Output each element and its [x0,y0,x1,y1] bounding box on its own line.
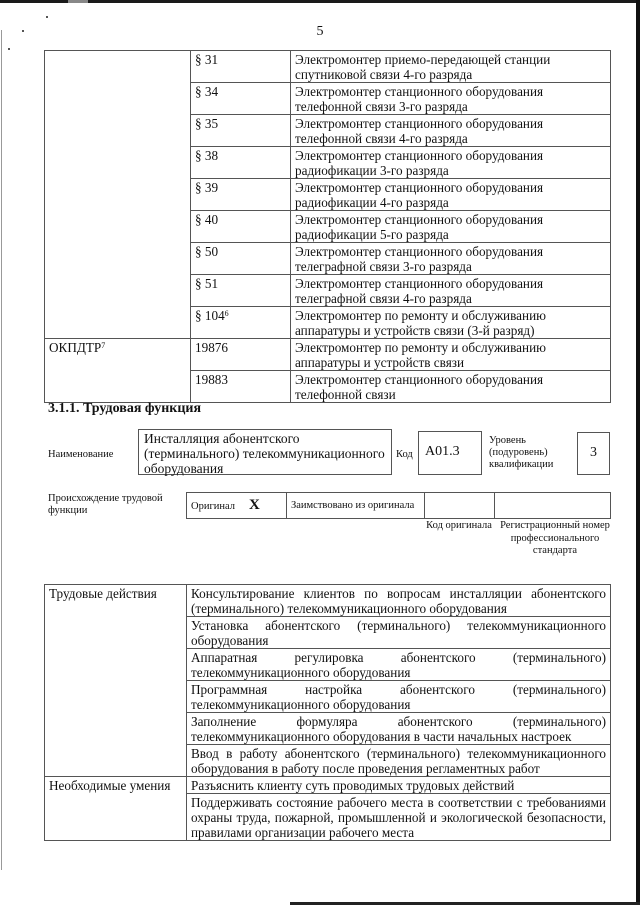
origin-original-cell [187,493,287,519]
qualification-level-field: 3 [577,432,610,475]
labor-action-item: Аппаратная регулировка абонентского (терминального) телекоммуникационного оборудования [187,649,611,681]
etks-paragraph-cell: § 38 [191,147,291,179]
scan-edge-right [636,0,640,905]
etks-paragraph-cell: § 34 [191,83,291,115]
name-label: Наименование [48,449,114,460]
labor-actions-table [44,584,611,841]
labor-action-item: Программная настройка абонентского (терминального) телекоммуникационного оборудования [187,681,611,713]
function-name-field: Инсталляция абонентского (терминального) телекоммуникационного оборудования [138,429,392,475]
skill-item: Разъяснить клиенту суть проводимых трудовых действий [187,777,611,794]
table-row [45,51,611,83]
page-number: 5 [316,24,324,39]
caption-original-code: Код оригинала [426,520,492,531]
qualification-level-label: Уровень (подуровень) квалификации [489,435,554,470]
table-row [45,585,611,617]
labor-action-item: Заполнение формуляра абонентского (терминального) телекоммуникационного оборудования в части начальных настроек [187,713,611,745]
occupation-name-cell: Электромонтер станционного оборудования радиофикации 5-го разряда [291,211,611,243]
occupation-name-cell: Электромонтер станционного оборудования телефонной связи [291,371,611,403]
labor-actions-label: Трудовые действия [45,585,187,777]
original-checkmark: X [249,496,260,513]
occupation-name-cell: Электромонтер станционного оборудования радиофикации 4-го разряда [291,179,611,211]
okpdtr-code-cell: 19876 [191,339,291,371]
etks-paragraph-cell [191,307,291,339]
labor-action-item: Ввод в работу абонентского (терминального) телекоммуникационного оборудования в работу после проведения регламентных работ [187,745,611,777]
code-label: Код [396,449,413,460]
scan-speck [46,16,48,18]
table-row [45,339,611,371]
skills-label: Необходимые умения [45,777,187,841]
labor-action-item: Консультирование клиентов по вопросам инсталляции абонентского (терминального) телекоммуникационного оборудования [187,585,611,617]
origin-borrowed-cell: Заимствовано из оригинала [287,493,425,519]
etks-paragraph-cell: § 35 [191,115,291,147]
skill-item: Поддерживать состояние рабочего места в соответствии с требованиями охраны труда, пожарной, промышленной и экологической безопасности, правилами организации рабочего места [187,794,611,841]
occupation-name-cell: Электромонтер приемо-передающей станции спутниковой связи 4-го разряда [291,51,611,83]
scan-edge-top-gap [68,0,88,3]
caption-reg-number: Регистрационный номер профессионального стандарта [500,520,610,556]
labor-action-item: Установка абонентского (терминального) телекоммуникационного оборудования [187,617,611,649]
original-label: Оригинал [191,500,235,512]
function-code-field: A01.3 [418,431,482,475]
scan-edge-top [0,0,640,3]
paragraph-number: § 104 [195,308,225,323]
occupation-name-cell: Электромонтер станционного оборудования радиофикации 3-го разряда [291,147,611,179]
table-row [45,777,611,794]
scan-edge-left [1,30,2,870]
etks-paragraph-cell: § 31 [191,51,291,83]
footnote-ref: 6 [224,309,229,318]
origin-reg-number-cell [495,493,611,519]
empty-category-cell [45,51,191,339]
okpdtr-label: ОКПДТР [49,340,102,355]
etks-paragraph-cell: § 39 [191,179,291,211]
occupation-name-cell: Электромонтер станционного оборудования телефонной связи 3-го разряда [291,83,611,115]
occupation-name-cell: Электромонтер станционного оборудования телеграфной связи 4-го разряда [291,275,611,307]
occupation-name-cell: Электромонтер по ремонту и обслуживанию аппаратуры и устройств связи (3-й разряд) [291,307,611,339]
footnote-ref: 7 [101,341,106,350]
qualification-reference-table [44,50,611,403]
section-heading: 3.1.1. Трудовая функция [48,401,202,416]
origin-table [186,492,611,519]
okpdtr-code-cell: 19883 [191,371,291,403]
scan-speck [8,48,10,50]
etks-paragraph-cell: § 40 [191,211,291,243]
origin-code-cell [425,493,495,519]
etks-paragraph-cell: § 51 [191,275,291,307]
occupation-name-cell: Электромонтер по ремонту и обслуживанию аппаратуры и устройств связи [291,339,611,371]
occupation-name-cell: Электромонтер станционного оборудования телеграфной связи 3-го разряда [291,243,611,275]
occupation-name-cell: Электромонтер станционного оборудования телефонной связи 4-го разряда [291,115,611,147]
origin-label: Происхождение трудовой функции [48,493,163,516]
okpdtr-label-cell [45,339,191,403]
etks-paragraph-cell: § 50 [191,243,291,275]
